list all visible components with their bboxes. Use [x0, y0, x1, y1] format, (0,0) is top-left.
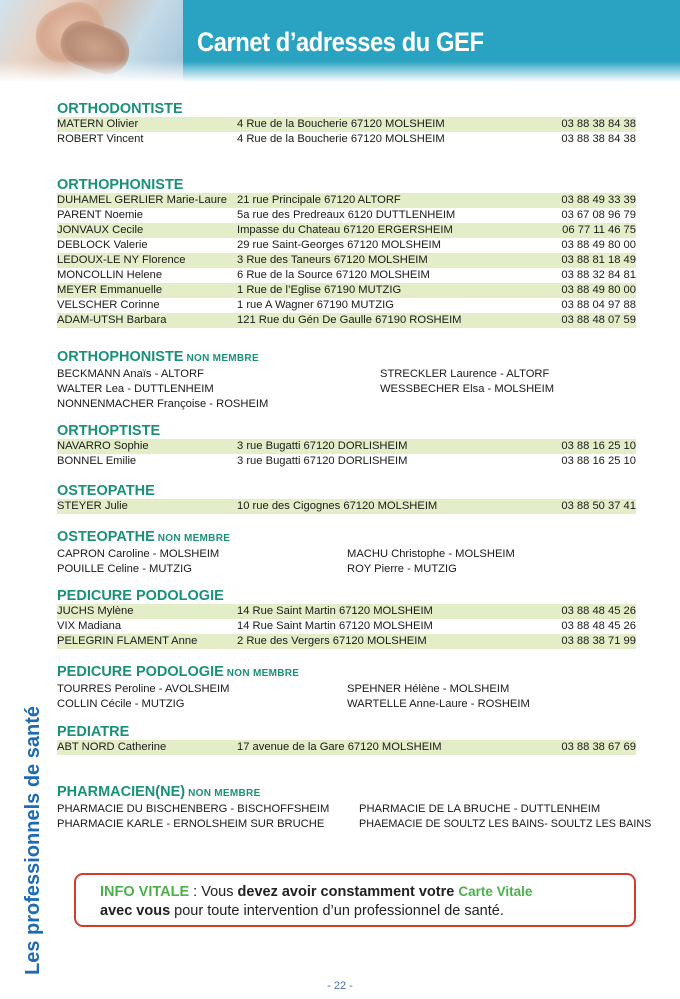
table-row	[57, 313, 636, 328]
list-item: PHARMACIE DE LA BRUCHE - DUTTLENHEIM	[359, 803, 601, 815]
section-title-text: OSTEOPATHE	[57, 529, 155, 545]
sidebar-label-text: Les professionnels de santé	[22, 706, 44, 975]
contact-name: PARENT Noemie	[57, 209, 144, 221]
section-orthodontiste	[57, 101, 636, 147]
section-orthoptiste	[57, 423, 636, 469]
contact-phone: 03 88 81 18 49	[561, 254, 636, 266]
contact-address: 14 Rue Saint Martin 67120 MOLSHEIM	[237, 620, 433, 632]
info-text: : Vous	[189, 884, 238, 900]
table-row	[57, 238, 636, 253]
contact-phone: 03 88 49 33 39	[561, 194, 636, 206]
table-row	[57, 439, 636, 454]
info-line-2	[100, 902, 504, 921]
non-membre-tag: NON MEMBRE	[188, 788, 261, 799]
list-item: WARTELLE Anne-Laure - ROSHEIM	[347, 698, 530, 710]
section-pedicure-podologie	[57, 588, 636, 649]
contact-phone: 03 88 32 84 81	[561, 269, 636, 281]
list-item: PHARMACIE DU BISCHENBERG - BISCHOFFSHEIM	[57, 803, 330, 815]
contact-address: 10 rue des Cigognes 67120 MOLSHEIM	[237, 500, 438, 512]
list-item: ROY Pierre - MUTZIG	[347, 563, 457, 575]
section-pedicure-non-membre	[57, 664, 636, 712]
contact-name: MATERN Olivier	[57, 118, 139, 130]
section-orthophoniste-non-membre	[57, 349, 636, 412]
contact-name: ADAM-UTSH Barbara	[57, 314, 167, 326]
section-title	[57, 349, 636, 367]
contact-phone: 03 88 38 67 69	[561, 741, 636, 753]
contact-address: 4 Rue de la Boucherie 67120 MOLSHEIM	[237, 133, 445, 145]
list-row	[57, 817, 657, 832]
contact-name: JUCHS Mylène	[57, 605, 134, 617]
table-row	[57, 132, 636, 147]
section-osteopathe-non-membre	[57, 529, 636, 577]
list-item: WESSBECHER Elsa - MOLSHEIM	[380, 383, 555, 395]
section-orthophoniste	[57, 177, 636, 328]
info-text: pour toute intervention d’un professionnel de santé.	[170, 903, 504, 919]
contact-address: 2 Rue des Vergers 67120 MOLSHEIM	[237, 635, 427, 647]
info-bold: avec vous	[100, 903, 171, 919]
list-item: MACHU Christophe - MOLSHEIM	[347, 548, 515, 560]
contact-phone: 03 88 48 45 26	[561, 620, 636, 632]
list-row	[57, 367, 636, 382]
contact-address: 17 avenue de la Gare 67120 MOLSHEIM	[237, 741, 442, 753]
contact-name: VIX Madiana	[57, 620, 122, 632]
contact-phone: 03 67 08 96 79	[561, 209, 636, 221]
list-item: PHARMACIE KARLE - ERNOLSHEIM SUR BRUCHE	[57, 818, 325, 830]
contact-name: DEBLOCK Valerie	[57, 239, 148, 251]
contact-address: 14 Rue Saint Martin 67120 MOLSHEIM	[237, 605, 433, 617]
contact-phone: 06 77 11 46 75	[562, 224, 636, 236]
section-title-text: ORTHOPHONISTE	[57, 349, 184, 365]
list-row	[57, 547, 636, 562]
contact-address: 1 rue A Wagner 67190 MUTZIG	[237, 299, 394, 311]
list-item: CAPRON Caroline - MOLSHEIM	[57, 548, 220, 560]
table-row	[57, 193, 636, 208]
table-row	[57, 253, 636, 268]
contact-name: MEYER Emmanuelle	[57, 284, 163, 296]
list-row	[57, 562, 636, 577]
contact-address: 4 Rue de la Boucherie 67120 MOLSHEIM	[237, 118, 445, 130]
section-title: ORTHOPTISTE	[57, 423, 161, 439]
section-title: OSTEOPATHE	[57, 483, 155, 499]
contact-name: ROBERT Vincent	[57, 133, 144, 145]
contact-phone: 03 88 16 25 10	[561, 455, 636, 467]
contact-address: Impasse du Chateau 67120 ERGERSHEIM	[237, 224, 453, 236]
contact-address: 3 Rue des Taneurs 67120 MOLSHEIM	[237, 254, 428, 266]
section-title	[57, 784, 657, 802]
table-row	[57, 268, 636, 283]
contact-name: VELSCHER Corinne	[57, 299, 160, 311]
info-vitale-box	[74, 873, 636, 927]
carte-vitale-text: Carte Vitale	[458, 884, 533, 899]
table-row	[57, 283, 636, 298]
table-row	[57, 740, 636, 755]
contact-phone: 03 88 49 80 00	[561, 284, 636, 296]
contact-name: MONCOLLIN Helene	[57, 269, 163, 281]
section-title: ORTHODONTISTE	[57, 101, 183, 117]
section-title: PEDIATRE	[57, 724, 130, 740]
info-label: INFO VITALE	[100, 884, 190, 900]
sidebar-label	[4, 675, 44, 975]
table-row	[57, 298, 636, 313]
page-header	[0, 0, 680, 82]
list-item: BECKMANN Anaïs - ALTORF	[57, 368, 204, 380]
contact-address: 6 Rue de la Source 67120 MOLSHEIM	[237, 269, 430, 281]
contact-name: BONNEL Emilie	[57, 455, 137, 467]
list-item: TOURRES Peroline - AVOLSHEIM	[57, 683, 230, 695]
list-item: STRECKLER Laurence - ALTORF	[380, 368, 550, 380]
table-row	[57, 223, 636, 238]
list-item: PHAEMACIE DE SOULTZ LES BAINS- SOULTZ LES BAINS	[359, 818, 652, 830]
contact-name: LEDOUX-LE NY Florence	[57, 254, 186, 266]
contact-address: 29 rue Saint-Georges 67120 MOLSHEIM	[237, 239, 441, 251]
list-row	[57, 697, 636, 712]
contact-phone: 03 88 16 25 10	[561, 440, 636, 452]
contact-phone: 03 88 48 45 26	[561, 605, 636, 617]
info-line-1	[100, 882, 532, 902]
table-row	[57, 634, 636, 649]
contact-phone: 03 88 50 37 41	[561, 500, 636, 512]
section-pharmacien-non-membre	[57, 784, 657, 832]
contact-address: 1 Rue de l’Eglise 67190 MUTZIG	[237, 284, 402, 296]
page-title: Carnet d’adresses du GEF	[197, 27, 484, 57]
section-title-text: PHARMACIEN(NE)	[57, 784, 186, 800]
section-osteopathe	[57, 483, 636, 514]
non-membre-tag: NON MEMBRE	[226, 668, 300, 679]
list-item: NONNENMACHER Françoise - ROSHEIM	[57, 398, 269, 410]
contact-phone: 03 88 38 84 38	[561, 118, 636, 130]
list-row	[57, 382, 636, 397]
list-row	[57, 802, 657, 817]
non-membre-tag: NON MEMBRE	[186, 353, 259, 364]
section-title	[57, 664, 636, 682]
contact-name: STEYER Julie	[57, 500, 128, 512]
list-item: POUILLE Celine - MUTZIG	[57, 563, 192, 575]
list-row	[57, 397, 636, 412]
hands-photo	[0, 0, 183, 82]
contact-phone: 03 88 49 80 00	[561, 239, 636, 251]
contact-name: JONVAUX Cecile	[57, 224, 144, 236]
contact-address: 5a rue des Predreaux 6120 DUTTLENHEIM	[237, 209, 456, 221]
table-row	[57, 604, 636, 619]
contact-phone: 03 88 04 97 88	[561, 299, 636, 311]
table-row	[57, 619, 636, 634]
list-item: COLLIN Cécile - MUTZIG	[57, 698, 185, 710]
section-title: ORTHOPHONISTE	[57, 177, 184, 193]
contact-name: ABT NORD Catherine	[57, 741, 167, 753]
contact-phone: 03 88 38 71 99	[561, 635, 636, 647]
contact-address: 3 rue Bugatti 67120 DORLISHEIM	[237, 455, 408, 467]
section-title	[57, 529, 636, 547]
list-item: SPEHNER Hélène - MOLSHEIM	[347, 683, 510, 695]
list-item: WALTER Lea - DUTTLENHEIM	[57, 383, 214, 395]
list-row	[57, 682, 636, 697]
contact-name: PELEGRIN FLAMENT Anne	[57, 635, 198, 647]
section-title-text: PEDICURE PODOLOGIE	[57, 664, 224, 680]
page-number: - 22 -	[327, 980, 353, 992]
table-row	[57, 499, 636, 514]
table-row	[57, 117, 636, 132]
contact-name: DUHAMEL GERLIER Marie-Laure	[57, 194, 227, 206]
table-row	[57, 454, 636, 469]
info-bold: devez avoir constamment votre	[237, 884, 455, 900]
section-pediatre	[57, 724, 636, 755]
contact-address: 21 rue Principale 67120 ALTORF	[237, 194, 401, 206]
contact-address: 121 Rue du Gén De Gaulle 67190 ROSHEIM	[237, 314, 462, 326]
contact-address: 3 rue Bugatti 67120 DORLISHEIM	[237, 440, 408, 452]
table-row	[57, 208, 636, 223]
contact-phone: 03 88 38 84 38	[561, 133, 636, 145]
contact-phone: 03 88 48 07 59	[561, 314, 636, 326]
non-membre-tag: NON MEMBRE	[157, 533, 231, 544]
contact-name: NAVARRO Sophie	[57, 440, 149, 452]
section-title: PEDICURE PODOLOGIE	[57, 588, 224, 604]
